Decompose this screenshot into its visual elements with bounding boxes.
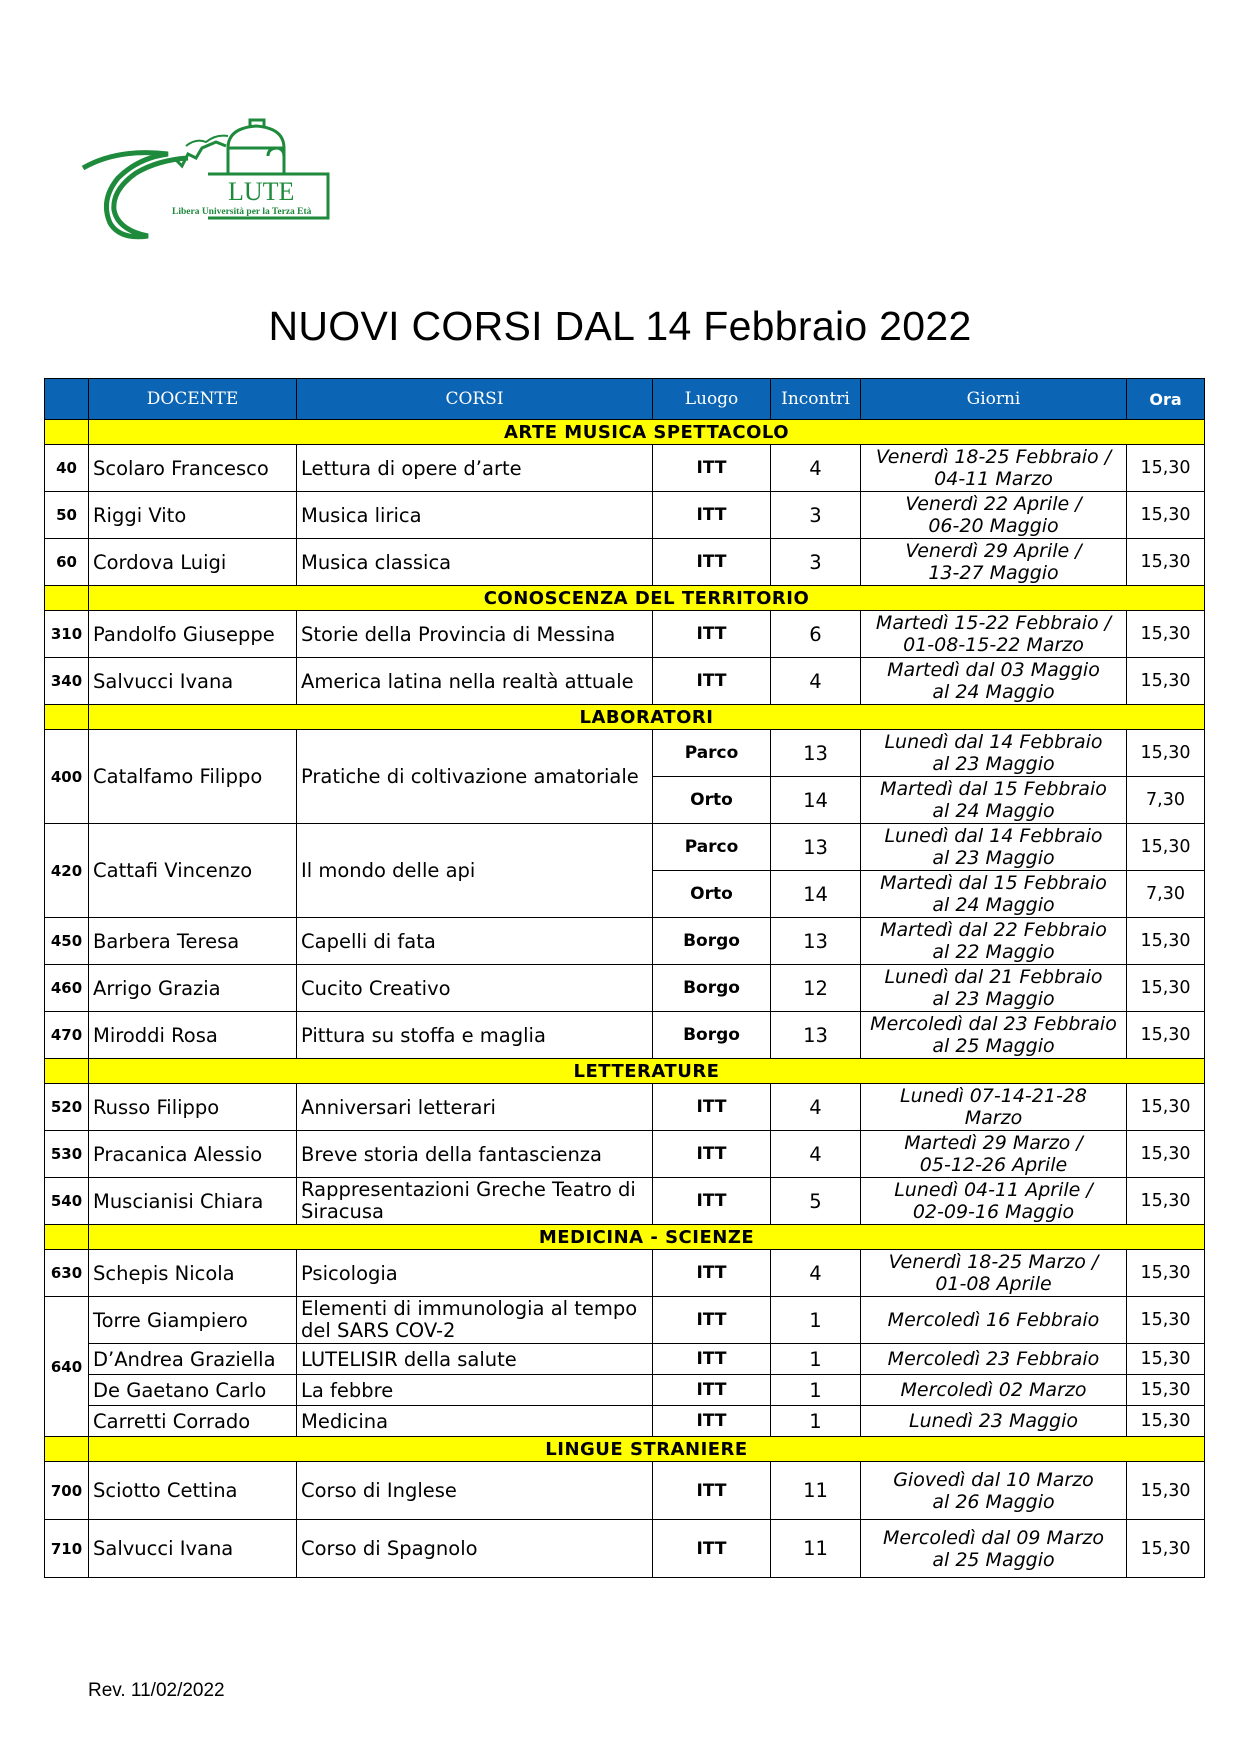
- corso-cell: Corso di Spagnolo: [297, 1520, 653, 1578]
- docente-cell: Russo Filippo: [89, 1084, 297, 1131]
- ora-cell: 15,30: [1127, 445, 1205, 492]
- luogo-cell: ITT: [653, 445, 771, 492]
- luogo-cell: ITT: [653, 1131, 771, 1178]
- incontri-cell: 4: [771, 1084, 861, 1131]
- ora-cell: 15,30: [1127, 918, 1205, 965]
- courses-table: [44, 378, 1204, 1578]
- luogo-cell: Orto: [653, 777, 771, 824]
- giorni-cell: Mercoledì dal 23 Febbraio al 25 Maggio: [861, 1012, 1127, 1059]
- section-title: LINGUE STRANIERE: [89, 1437, 1205, 1462]
- course-code: 310: [45, 611, 89, 658]
- section-row: [45, 1225, 1205, 1250]
- corso-cell: Elementi di immunologia al tempo del SARS COV-2: [297, 1297, 653, 1344]
- revision-note: Rev. 11/02/2022: [88, 1680, 225, 1701]
- incontri-cell: 4: [771, 1250, 861, 1297]
- corso-cell: LUTELISIR della salute: [297, 1344, 653, 1375]
- table-row: [45, 1178, 1205, 1225]
- section-row: [45, 420, 1205, 445]
- luogo-cell: ITT: [653, 1250, 771, 1297]
- incontri-cell: 11: [771, 1520, 861, 1578]
- section-row: [45, 1437, 1205, 1462]
- giorni-cell: Lunedì dal 14 Febbraio al 23 Maggio: [861, 824, 1127, 871]
- giorni-cell: Martedì dal 03 Maggio al 24 Maggio: [861, 658, 1127, 705]
- docente-cell: Sciotto Cettina: [89, 1462, 297, 1520]
- col-code: [45, 379, 89, 420]
- table-row: [45, 1131, 1205, 1178]
- table-row: [45, 1520, 1205, 1578]
- col-incontri: Incontri: [771, 379, 861, 420]
- table-row: [45, 918, 1205, 965]
- luogo-cell: Orto: [653, 871, 771, 918]
- corso-cell: Psicologia: [297, 1250, 653, 1297]
- giorni-cell: Mercoledì 23 Febbraio: [861, 1344, 1127, 1375]
- giorni-cell: Martedì dal 15 Febbraio al 24 Maggio: [861, 777, 1127, 824]
- docente-cell: De Gaetano Carlo: [89, 1375, 297, 1406]
- giorni-cell: Lunedì dal 21 Febbraio al 23 Maggio: [861, 965, 1127, 1012]
- incontri-cell: 1: [771, 1297, 861, 1344]
- giorni-cell: Mercoledì 02 Marzo: [861, 1375, 1127, 1406]
- luogo-cell: ITT: [653, 539, 771, 586]
- docente-cell: Salvucci Ivana: [89, 1520, 297, 1578]
- course-code: 540: [45, 1178, 89, 1225]
- luogo-cell: Borgo: [653, 1012, 771, 1059]
- lute-logo: [78, 118, 372, 250]
- table-row: [45, 611, 1205, 658]
- luogo-cell: ITT: [653, 492, 771, 539]
- giorni-cell: Mercoledì 16 Febbraio: [861, 1297, 1127, 1344]
- luogo-cell: ITT: [653, 1084, 771, 1131]
- luogo-cell: ITT: [653, 658, 771, 705]
- course-code: 520: [45, 1084, 89, 1131]
- table-row: [45, 1375, 1205, 1406]
- section-row: [45, 586, 1205, 611]
- giorni-cell: Lunedì 23 Maggio: [861, 1406, 1127, 1437]
- section-row: [45, 705, 1205, 730]
- giorni-cell: Venerdì 18-25 Febbraio / 04-11 Marzo: [861, 445, 1127, 492]
- giorni-cell: Lunedì 04-11 Aprile / 02-09-16 Maggio: [861, 1178, 1127, 1225]
- giorni-cell: Giovedì dal 10 Marzo al 26 Maggio: [861, 1462, 1127, 1520]
- col-luogo: Luogo: [653, 379, 771, 420]
- docente-cell: Scolaro Francesco: [89, 445, 297, 492]
- luogo-cell: Parco: [653, 824, 771, 871]
- ora-cell: 15,30: [1127, 824, 1205, 871]
- table-row: [45, 658, 1205, 705]
- docente-cell: Miroddi Rosa: [89, 1012, 297, 1059]
- docente-cell: Cattafi Vincenzo: [89, 824, 297, 918]
- giorni-cell: Martedì 15-22 Febbraio / 01-08-15-22 Marzo: [861, 611, 1127, 658]
- incontri-cell: 14: [771, 871, 861, 918]
- incontri-cell: 13: [771, 1012, 861, 1059]
- corso-cell: Capelli di fata: [297, 918, 653, 965]
- docente-cell: Torre Giampiero: [89, 1297, 297, 1344]
- docente-cell: Carretti Corrado: [89, 1406, 297, 1437]
- ora-cell: 15,30: [1127, 611, 1205, 658]
- ora-cell: 15,30: [1127, 1178, 1205, 1225]
- course-code: 700: [45, 1462, 89, 1520]
- luogo-cell: ITT: [653, 1462, 771, 1520]
- section-title: MEDICINA - SCIENZE: [89, 1225, 1205, 1250]
- table-row: [45, 1084, 1205, 1131]
- ora-cell: 15,30: [1127, 492, 1205, 539]
- course-code: 470: [45, 1012, 89, 1059]
- table-row: [45, 1250, 1205, 1297]
- corso-cell: Pratiche di coltivazione amatoriale: [297, 730, 653, 824]
- course-code: 400: [45, 730, 89, 824]
- corso-cell: Il mondo delle api: [297, 824, 653, 918]
- corso-cell: Medicina: [297, 1406, 653, 1437]
- ora-cell: 15,30: [1127, 539, 1205, 586]
- course-code: 60: [45, 539, 89, 586]
- docente-cell: Pandolfo Giuseppe: [89, 611, 297, 658]
- logo-text: LUTE: [228, 177, 295, 206]
- incontri-cell: 4: [771, 1131, 861, 1178]
- table-row: [45, 539, 1205, 586]
- ora-cell: 15,30: [1127, 1406, 1205, 1437]
- ora-cell: 15,30: [1127, 1520, 1205, 1578]
- ora-cell: 15,30: [1127, 1012, 1205, 1059]
- corso-cell: Cucito Creativo: [297, 965, 653, 1012]
- giorni-cell: Mercoledì dal 09 Marzo al 25 Maggio: [861, 1520, 1127, 1578]
- logo-subtitle: Libera Università per la Terza Età: [172, 207, 312, 217]
- corso-cell: Lettura di opere d’arte: [297, 445, 653, 492]
- table-row: [45, 1012, 1205, 1059]
- corso-cell: Musica lirica: [297, 492, 653, 539]
- section-title: CONOSCENZA DEL TERRITORIO: [89, 586, 1205, 611]
- incontri-cell: 13: [771, 918, 861, 965]
- incontri-cell: 6: [771, 611, 861, 658]
- docente-cell: Catalfamo Filippo: [89, 730, 297, 824]
- table-header: [45, 379, 1205, 420]
- incontri-cell: 14: [771, 777, 861, 824]
- luogo-cell: ITT: [653, 611, 771, 658]
- luogo-cell: Borgo: [653, 965, 771, 1012]
- corso-cell: America latina nella realtà attuale: [297, 658, 653, 705]
- corso-cell: Anniversari letterari: [297, 1084, 653, 1131]
- table-row: [45, 1297, 1205, 1344]
- giorni-cell: Venerdì 18-25 Marzo / 01-08 Aprile: [861, 1250, 1127, 1297]
- giorni-cell: Lunedì dal 14 Febbraio al 23 Maggio: [861, 730, 1127, 777]
- docente-cell: Pracanica Alessio: [89, 1131, 297, 1178]
- incontri-cell: 1: [771, 1375, 861, 1406]
- luogo-cell: ITT: [653, 1520, 771, 1578]
- course-code: 450: [45, 918, 89, 965]
- docente-cell: Schepis Nicola: [89, 1250, 297, 1297]
- corso-cell: Pittura su stoffa e maglia: [297, 1012, 653, 1059]
- corso-cell: Musica classica: [297, 539, 653, 586]
- corso-cell: Storie della Provincia di Messina: [297, 611, 653, 658]
- ora-cell: 15,30: [1127, 1084, 1205, 1131]
- giorni-cell: Martedì 29 Marzo / 05-12-26 Aprile: [861, 1131, 1127, 1178]
- incontri-cell: 4: [771, 658, 861, 705]
- docente-cell: Barbera Teresa: [89, 918, 297, 965]
- ora-cell: 15,30: [1127, 1344, 1205, 1375]
- table-row: [45, 730, 1205, 777]
- luogo-cell: ITT: [653, 1178, 771, 1225]
- incontri-cell: 13: [771, 730, 861, 777]
- ora-cell: 7,30: [1127, 777, 1205, 824]
- ora-cell: 15,30: [1127, 1297, 1205, 1344]
- ora-cell: 15,30: [1127, 730, 1205, 777]
- luogo-cell: ITT: [653, 1297, 771, 1344]
- table-row: [45, 1406, 1205, 1437]
- docente-cell: Salvucci Ivana: [89, 658, 297, 705]
- incontri-cell: 4: [771, 445, 861, 492]
- table-row: [45, 824, 1205, 871]
- page-title: NUOVI CORSI DAL 14 Febbraio 2022: [268, 303, 972, 349]
- giorni-cell: Venerdì 22 Aprile / 06-20 Maggio: [861, 492, 1127, 539]
- luogo-cell: Parco: [653, 730, 771, 777]
- section-title: LABORATORI: [89, 705, 1205, 730]
- col-giorni: Giorni: [861, 379, 1127, 420]
- incontri-cell: 12: [771, 965, 861, 1012]
- course-code: 40: [45, 445, 89, 492]
- course-code: 50: [45, 492, 89, 539]
- incontri-cell: 1: [771, 1344, 861, 1375]
- giorni-cell: Lunedì 07-14-21-28 Marzo: [861, 1084, 1127, 1131]
- section-row: [45, 1059, 1205, 1084]
- course-code: 640: [45, 1297, 89, 1437]
- course-code: 630: [45, 1250, 89, 1297]
- ora-cell: 15,30: [1127, 1250, 1205, 1297]
- ora-cell: 15,30: [1127, 658, 1205, 705]
- ora-cell: 15,30: [1127, 1462, 1205, 1520]
- incontri-cell: 11: [771, 1462, 861, 1520]
- luogo-cell: Borgo: [653, 918, 771, 965]
- col-docente: DOCENTE: [89, 379, 297, 420]
- docente-cell: Muscianisi Chiara: [89, 1178, 297, 1225]
- incontri-cell: 5: [771, 1178, 861, 1225]
- docente-cell: Cordova Luigi: [89, 539, 297, 586]
- ora-cell: 7,30: [1127, 871, 1205, 918]
- corso-cell: Rappresentazioni Greche Teatro di Siracusa: [297, 1178, 653, 1225]
- docente-cell: D’Andrea Graziella: [89, 1344, 297, 1375]
- col-corsi: CORSI: [297, 379, 653, 420]
- incontri-cell: 13: [771, 824, 861, 871]
- col-ora: Ora: [1127, 379, 1205, 420]
- section-title: ARTE MUSICA SPETTACOLO: [89, 420, 1205, 445]
- ora-cell: 15,30: [1127, 965, 1205, 1012]
- incontri-cell: 1: [771, 1406, 861, 1437]
- luogo-cell: ITT: [653, 1406, 771, 1437]
- section-title: LETTERATURE: [89, 1059, 1205, 1084]
- table-row: [45, 445, 1205, 492]
- corso-cell: Corso di Inglese: [297, 1462, 653, 1520]
- ora-cell: 15,30: [1127, 1375, 1205, 1406]
- giorni-cell: Martedì dal 22 Febbraio al 22 Maggio: [861, 918, 1127, 965]
- course-code: 340: [45, 658, 89, 705]
- table-row: [45, 1344, 1205, 1375]
- giorni-cell: Martedì dal 15 Febbraio al 24 Maggio: [861, 871, 1127, 918]
- incontri-cell: 3: [771, 539, 861, 586]
- ora-cell: 15,30: [1127, 1131, 1205, 1178]
- luogo-cell: ITT: [653, 1344, 771, 1375]
- incontri-cell: 3: [771, 492, 861, 539]
- table-row: [45, 492, 1205, 539]
- table-row: [45, 965, 1205, 1012]
- corso-cell: La febbre: [297, 1375, 653, 1406]
- luogo-cell: ITT: [653, 1375, 771, 1406]
- giorni-cell: Venerdì 29 Aprile / 13-27 Maggio: [861, 539, 1127, 586]
- table-row: [45, 1462, 1205, 1520]
- course-code: 530: [45, 1131, 89, 1178]
- docente-cell: Arrigo Grazia: [89, 965, 297, 1012]
- course-code: 420: [45, 824, 89, 918]
- course-code: 710: [45, 1520, 89, 1578]
- corso-cell: Breve storia della fantascienza: [297, 1131, 653, 1178]
- docente-cell: Riggi Vito: [89, 492, 297, 539]
- course-code: 460: [45, 965, 89, 1012]
